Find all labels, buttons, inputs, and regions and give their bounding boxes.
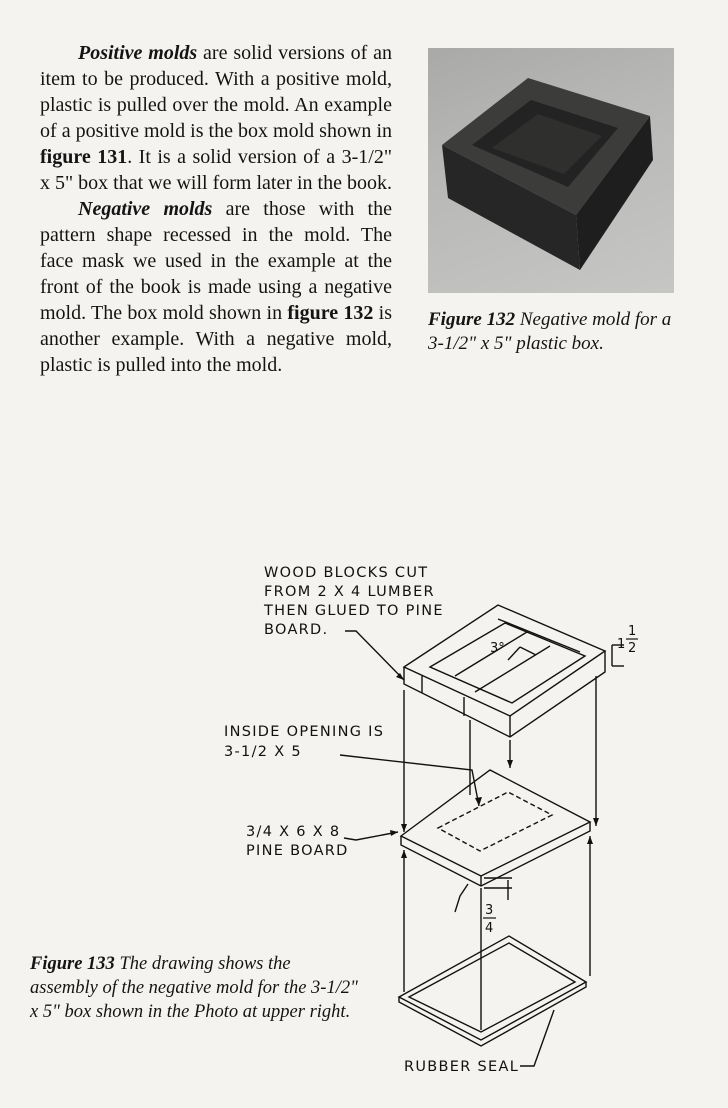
label-line: THEN GLUED TO PINE: [264, 603, 444, 619]
label-line: WOOD BLOCKS CUT: [264, 565, 429, 581]
label-line: FROM 2 X 4 LUMBER: [264, 584, 435, 600]
height-numerator: 1: [628, 624, 637, 639]
paragraph-text: are those with the pattern shape recessed in the mold. The face mask we used in the example at the front of the book is made using a negative mold. The box mold shown in: [40, 198, 392, 324]
label-line: PINE BOARD: [246, 843, 349, 859]
thickness-denominator: 4: [485, 921, 494, 936]
term-negative-molds: Negative molds: [78, 198, 213, 220]
label-inside-opening: [224, 724, 384, 760]
label-line: INSIDE OPENING IS: [224, 724, 385, 740]
height-denominator: 2: [628, 641, 637, 656]
figure-132-ref: figure 132: [287, 302, 374, 324]
term-positive-molds: Positive molds: [78, 42, 198, 64]
figure-132-label: Figure 132: [428, 309, 516, 330]
label-pine-board: [246, 824, 349, 859]
label-line: BOARD.: [264, 622, 329, 638]
figure-133-label: Figure 133: [30, 954, 115, 974]
paragraph-text: are solid versions of an item to be produced. With a positive mold, plastic is pulled over the mold. An example of a positive mold is the box mold shown in: [40, 42, 392, 142]
thickness-dimension: [483, 903, 496, 936]
paragraph-text: is another example. With a negative mold, plastic is pulled into the mold.: [40, 302, 393, 376]
height-dimension: [617, 624, 638, 656]
figure-133-caption: [30, 952, 360, 1024]
figure-133-text: The drawing shows the assembly of the negative mold for the 3-1/2" x 5" box shown in the Photo at upper right.: [30, 954, 358, 1022]
height-whole: 1: [617, 637, 626, 652]
label-line: 3/4 X 6 X 8: [246, 824, 341, 840]
figure-131-ref: figure 131: [40, 146, 128, 168]
label-line: 3-1/2 X 5: [224, 744, 302, 760]
angle-label: 3°: [490, 641, 505, 656]
label-wood-blocks: [263, 565, 444, 638]
thickness-numerator: 3: [485, 903, 494, 918]
figure-132-text: Negative mold for a 3-1/2" x 5" plastic box.: [428, 309, 672, 354]
paragraph-text: . It is a solid version of a 3-1/2" x 5" box that we will form later in the book.: [40, 146, 393, 194]
label-rubber-seal: RUBBER SEAL: [404, 1059, 520, 1075]
